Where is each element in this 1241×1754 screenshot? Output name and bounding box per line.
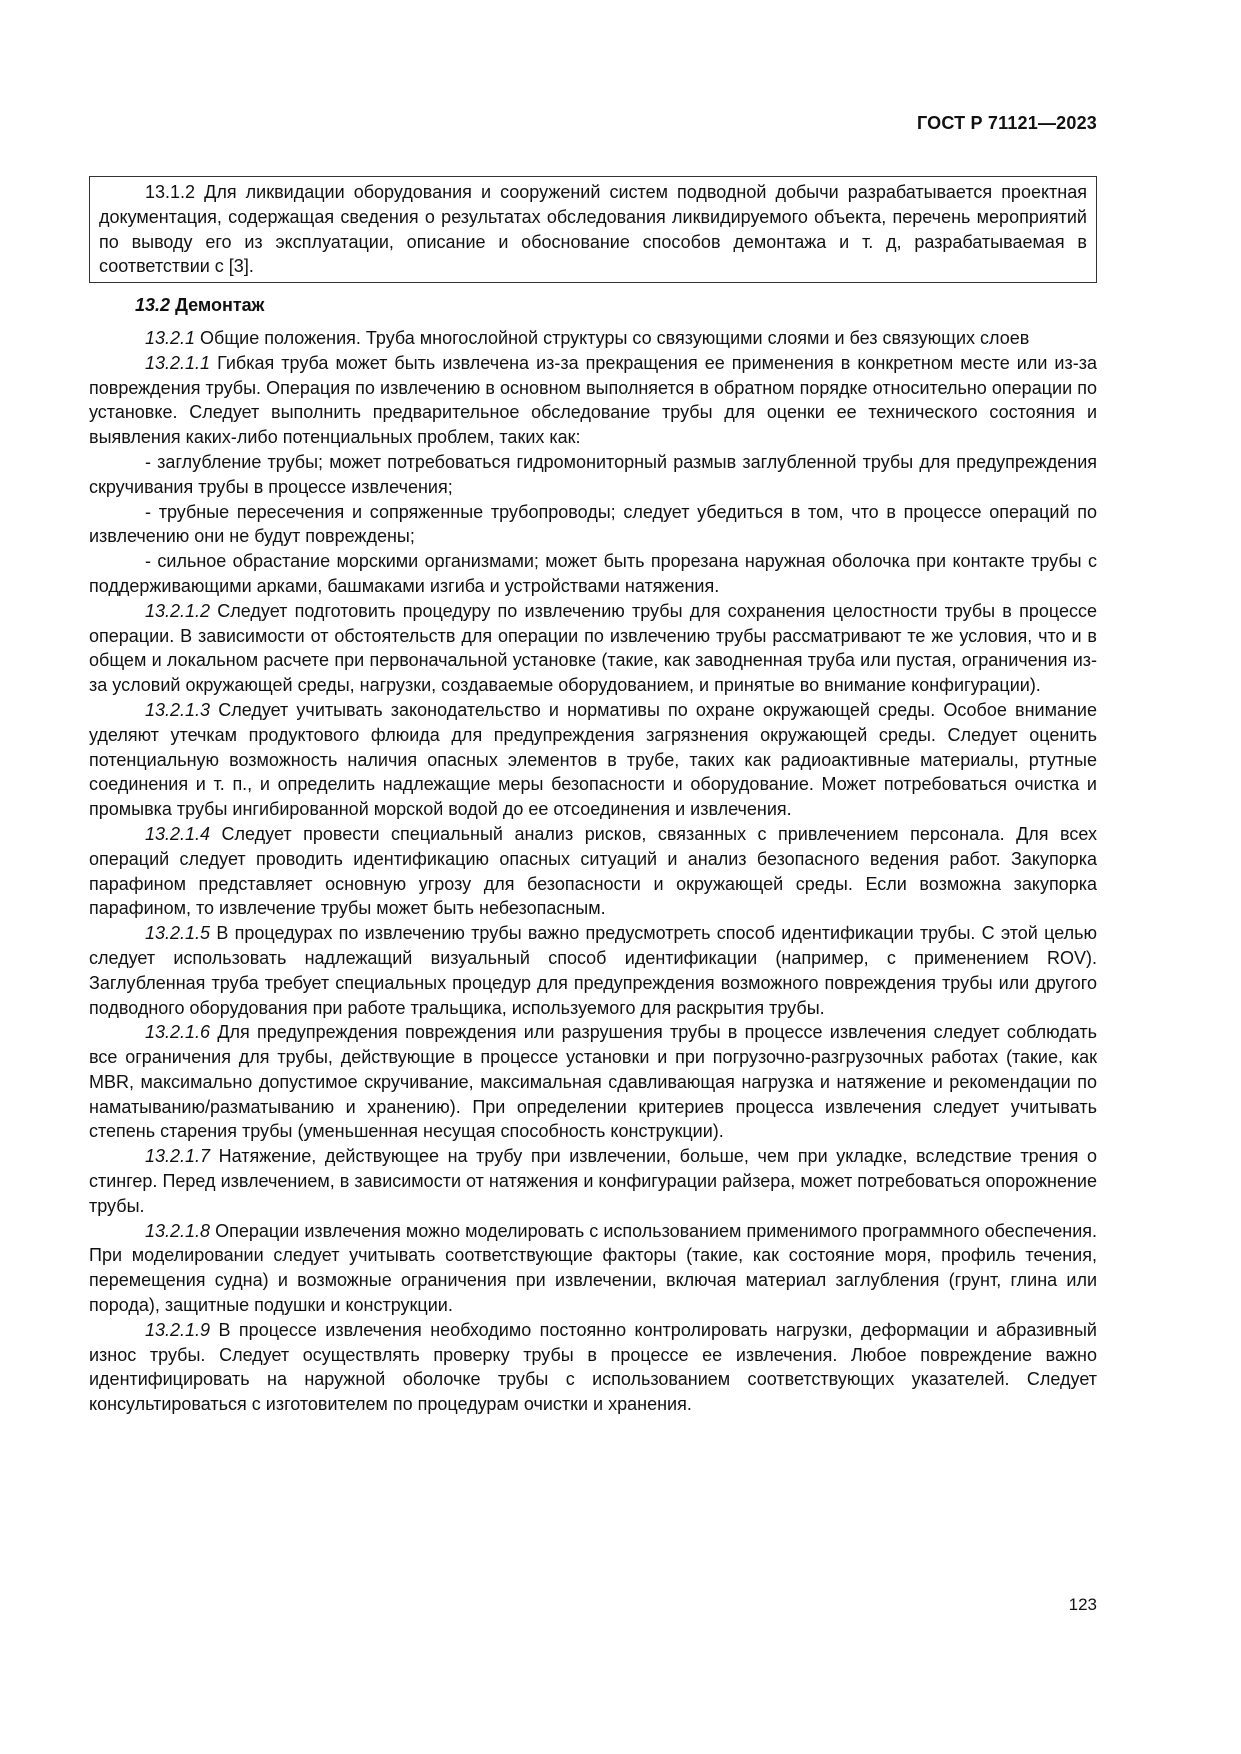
clause-number: 13.2.1.6: [145, 1022, 211, 1043]
clause-13-2-1-9: [89, 1318, 1097, 1417]
clause-text: Следует учитывать законодательство и нормативы по охране окружающей среды. Особое внимание уделяют утечкам продуктового флюида для предупреждения загрязнения окружающей среды. Следует оценить потенциальную возможность наличия опасных элементов в трубе, таких как радиоактивные материалы, ртутные соединения и т. п., и определить надлежащие меры безопасности и оборудование. Может потребоваться очистка и промывка трубы ингибированной морской водой до ее отсоединения и извлечения.: [89, 699, 1097, 820]
clause-text: Общие положения. Труба многослойной структуры со связующими слоями и без связующих слоев: [195, 327, 1030, 348]
clause-number: 13.2.1.1: [145, 352, 211, 373]
list-item-burial: - заглубление трубы; может потребоваться гидромониторный размыв заглубленной трубы для предупреждения скручивания трубы в процессе извлечения;: [89, 451, 1097, 497]
clause-number: 13.2.1.2: [145, 600, 211, 621]
clause-13-2-1-3: [89, 698, 1097, 822]
clause-13-2-1: [89, 326, 1097, 351]
clause-number: 13.2.1: [145, 327, 196, 348]
clause-text: Операции извлечения можно моделировать с использованием применимого программного обеспечения. При моделировании следует учитывать соответствующие факторы (такие, как состояние моря, профиль течения, перемещения судна) и возможные ограничения при извлечении, включая материал заглубления (грунт, глина или порода), защитные подушки и конструкции.: [89, 1220, 1097, 1316]
section-heading: [89, 293, 1097, 318]
clause-text: Следует подготовить процедуру по извлечению трубы для сохранения целостности трубы в процессе операции. В зависимости от обстоятельств для операции по извлечению трубы рассматривают те же условия, что и в общем и локальном расчете при первоначальной установке (такие, как заводненная труба или пустая, ограничения из-за условий окружающей среды, нагрузки, создаваемые оборудованием, и принятые во внимание конфигурации).: [89, 600, 1097, 696]
clause-number: 13.2.1.5: [145, 923, 211, 944]
section-number: 13.2: [135, 295, 171, 316]
boxed-clause-13-1-2: 13.1.2 Для ликвидации оборудования и сооружений систем подводной добычи разрабатывается проектная документация, содержащая сведения о результатах обследования ликвидируемого объекта, перечень мероприятий по выводу его из эксплуатации, описание и обоснование способов демонтажа и т. д, разрабатываемая в соответствии с [3].: [89, 176, 1097, 283]
clause-text: В процессе извлечения необходимо постоянно контролировать нагрузки, деформации и абразивный износ трубы. Следует осуществлять проверку трубы в процессе ее извлечения. Любое повреждение важно идентифицировать на наружной оболочке трубы с использованием соответствующих указателей. Следует консультироваться с изготовителем по процедурам очистки и хранения.: [89, 1319, 1097, 1415]
clause-13-2-1-5: [89, 921, 1097, 1020]
page-body: [89, 176, 1097, 1417]
clause-number: 13.2.1.8: [145, 1220, 211, 1241]
clause-number: 13.2.1.9: [145, 1319, 211, 1340]
clause-text: Натяжение, действующее на трубу при извлечении, больше, чем при укладке, вследствие трения о стингер. Перед извлечением, в зависимости от натяжения и конфигурации райзера, может потребоваться опорожнение трубы.: [89, 1146, 1097, 1216]
clause-text: Следует провести специальный анализ рисков, связанных с привлечением персонала. Для всех операций следует проводить идентификацию опасных ситуаций и анализ безопасного ведения работ. Закупорка парафином представляет основную угрозу для безопасности и окружающей среды. Если возможна закупорка парафином, то извлечение трубы может быть небезопасным.: [89, 823, 1097, 919]
clause-13-2-1-6: [89, 1020, 1097, 1144]
clause-number: 13.2.1.3: [145, 699, 211, 720]
clause-13-2-1-8: [89, 1219, 1097, 1318]
clause-text: Для предупреждения повреждения или разрушения трубы в процессе извлечения следует соблюдать все ограничения для трубы, действующие в процессе установки и при погрузочно-разгрузочных работах (такие, как MBR, максимально допустимое скручивание, максимальная сдавливающая нагрузка и натяжение и рекомендации по наматыванию/разматыванию и хранению). При определении критериев процесса извлечения следует учитывать степень старения трубы (уменьшенная несущая способность конструкции).: [89, 1022, 1097, 1142]
document-code-header: ГОСТ Р 71121—2023: [916, 113, 1097, 133]
clause-text: Гибкая труба может быть извлечена из-за прекращения ее применения в конкретном месте или из-за повреждения трубы. Операция по извлечению в основном выполняется в обратном порядке относительно операции по установке. Следует выполнить предварительное обследование трубы для оценки ее технического состояния и выявления каких-либо потенциальных проблем, таких как:: [89, 352, 1097, 448]
clause-number: 13.2.1.4: [145, 823, 211, 844]
page-number: 123: [1068, 1595, 1097, 1614]
list-item-crossings: - трубные пересечения и сопряженные трубопроводы; следует убедиться в том, что в процессе операций по извлечению они не будут повреждены;: [89, 501, 1097, 547]
clause-13-2-1-1: [89, 351, 1097, 450]
clause-13-2-1-4: [89, 822, 1097, 921]
clause-13-2-1-7: [89, 1144, 1097, 1218]
clause-13-2-1-2: [89, 599, 1097, 698]
clause-text: В процедурах по извлечению трубы важно предусмотреть способ идентификации трубы. С этой целью следует использовать надлежащий визуальный способ идентификации (например, с применением ROV). Заглубленная труба требует специальных процедур для предупреждения возможного повреждения трубы или другого подводного оборудования при работе тральщика, используемого для раскрытия трубы.: [89, 923, 1097, 1018]
list-item-fouling: - сильное обрастание морскими организмами; может быть прорезана наружная оболочка при контакте трубы с поддерживающими арками, башмаками изгиба и устройствами натяжения.: [89, 551, 1097, 596]
clause-number: 13.2.1.7: [145, 1146, 211, 1167]
section-title: Демонтаж: [175, 295, 265, 316]
